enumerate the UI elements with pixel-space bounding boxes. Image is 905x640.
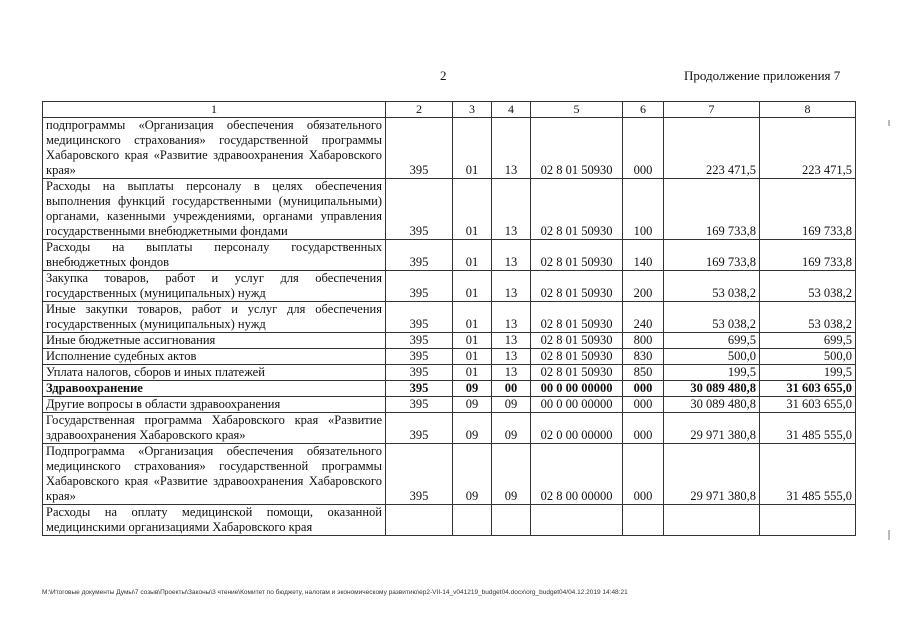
cell-admin-code: 395 <box>386 118 453 179</box>
cell-target-article: 02 8 00 00000 <box>531 444 623 505</box>
cell-amount-2021: 31 603 655,0 <box>760 381 856 397</box>
cell-subsection: 09 <box>492 413 531 444</box>
cell-section: 01 <box>453 271 492 302</box>
cell-expense-type: 100 <box>623 179 664 240</box>
cell-subsection: 13 <box>492 333 531 349</box>
cell-target-article: 02 8 01 50930 <box>531 240 623 271</box>
cell-admin-code: 395 <box>386 179 453 240</box>
cell-amount-2020: 223 471,5 <box>664 118 760 179</box>
cell-amount-2020: 30 089 480,8 <box>664 397 760 413</box>
document-file-path: M:\Итоговые документы Думы\7 созыв\Проекты\Законы\3 чтение\Комитет по бюджету, налогам и экономическому развитию\ep2-VII-14_v041219_budget04.docx\org_budget04/04.12.2019 14:48:21 <box>42 589 628 596</box>
cell-item-name: Расходы на оплату медицинской помощи, оказанной медицинскими организациями Хабаровского края <box>43 505 386 536</box>
table-row <box>43 365 856 381</box>
cell-item-name: Уплата налогов, сборов и иных платежей <box>43 365 386 381</box>
cell-section: 09 <box>453 381 492 397</box>
cell-subsection: 13 <box>492 179 531 240</box>
cell-amount-2021: 31 485 555,0 <box>760 444 856 505</box>
appendix-continuation-note: Продолжение приложения 7 <box>684 68 841 83</box>
cell-subsection: 13 <box>492 349 531 365</box>
cell-section: 01 <box>453 333 492 349</box>
cell-item-name: Подпрограмма «Организация обеспечения обязательного медицинского страхования» государственной программы Хабаровского края «Развитие здравоохранения Хабаровского края» <box>43 444 386 505</box>
cell-target-article: 02 8 01 50930 <box>531 349 623 365</box>
cell-amount-2021: 31 485 555,0 <box>760 413 856 444</box>
cell-amount-2020: 53 038,2 <box>664 271 760 302</box>
cell-subsection: 09 <box>492 444 531 505</box>
header-cell-8: 8 <box>760 102 856 118</box>
cell-target-article: 02 8 01 50930 <box>531 365 623 381</box>
cell-item-name: Закупка товаров, работ и услуг для обеспечения государственных (муниципальных) нужд <box>43 271 386 302</box>
table-row <box>43 302 856 333</box>
cell-target-article: 00 0 00 00000 <box>531 397 623 413</box>
cell-expense-type: 240 <box>623 302 664 333</box>
cell-target-article: 02 8 01 50930 <box>531 333 623 349</box>
cell-section: 01 <box>453 365 492 381</box>
cell-amount-2021: 53 038,2 <box>760 271 856 302</box>
cell-admin-code: 395 <box>386 397 453 413</box>
cell-target-article <box>531 505 623 536</box>
header-cell-1: 1 <box>43 102 386 118</box>
page-number: 2 <box>440 68 447 83</box>
cell-item-name: Исполнение судебных актов <box>43 349 386 365</box>
cell-subsection: 09 <box>492 397 531 413</box>
cell-section: 01 <box>453 118 492 179</box>
cell-amount-2021: 699,5 <box>760 333 856 349</box>
cell-amount-2020: 30 089 480,8 <box>664 381 760 397</box>
cell-expense-type: 830 <box>623 349 664 365</box>
cell-amount-2021 <box>760 505 856 536</box>
cell-subsection: 13 <box>492 240 531 271</box>
cell-expense-type: 200 <box>623 271 664 302</box>
table-row <box>43 397 856 413</box>
cell-expense-type: 000 <box>623 444 664 505</box>
cell-section: 09 <box>453 397 492 413</box>
cell-section: 09 <box>453 413 492 444</box>
table-row <box>43 505 856 536</box>
table-row <box>43 179 856 240</box>
cell-subsection: 13 <box>492 271 531 302</box>
cell-admin-code: 395 <box>386 444 453 505</box>
cell-amount-2020: 169 733,8 <box>664 179 760 240</box>
cell-amount-2020: 500,0 <box>664 349 760 365</box>
cell-admin-code: 395 <box>386 349 453 365</box>
cell-target-article: 02 8 01 50930 <box>531 302 623 333</box>
cell-amount-2020: 699,5 <box>664 333 760 349</box>
table-row <box>43 444 856 505</box>
table-row <box>43 381 856 397</box>
cell-admin-code: 395 <box>386 381 453 397</box>
table-row <box>43 271 856 302</box>
cell-amount-2021: 199,5 <box>760 365 856 381</box>
cell-item-name: Другие вопросы в области здравоохранения <box>43 397 386 413</box>
cell-target-article: 02 8 01 50930 <box>531 118 623 179</box>
header-cell-6: 6 <box>623 102 664 118</box>
cell-amount-2020: 53 038,2 <box>664 302 760 333</box>
cell-subsection <box>492 505 531 536</box>
cell-amount-2020 <box>664 505 760 536</box>
cell-amount-2020: 29 971 380,8 <box>664 413 760 444</box>
table-header-row <box>43 102 856 118</box>
cell-item-name: Иные закупки товаров, работ и услуг для обеспечения государственных (муниципальных) нужд <box>43 302 386 333</box>
cell-expense-type: 000 <box>623 397 664 413</box>
table-row <box>43 240 856 271</box>
cell-section: 09 <box>453 444 492 505</box>
cell-subsection: 13 <box>492 118 531 179</box>
cell-amount-2021: 223 471,5 <box>760 118 856 179</box>
cell-section: 01 <box>453 349 492 365</box>
cell-amount-2021: 31 603 655,0 <box>760 397 856 413</box>
cell-subsection: 13 <box>492 365 531 381</box>
cell-item-name: Здравоохранение <box>43 381 386 397</box>
cell-subsection: 13 <box>492 302 531 333</box>
cell-expense-type: 140 <box>623 240 664 271</box>
cell-expense-type: 850 <box>623 365 664 381</box>
cell-target-article: 00 0 00 00000 <box>531 381 623 397</box>
cell-amount-2021: 500,0 <box>760 349 856 365</box>
binding-edge-mark <box>886 120 892 540</box>
cell-item-name: Иные бюджетные ассигнования <box>43 333 386 349</box>
cell-section: 01 <box>453 179 492 240</box>
cell-admin-code: 395 <box>386 302 453 333</box>
header-cell-7: 7 <box>664 102 760 118</box>
cell-expense-type: 800 <box>623 333 664 349</box>
table-row <box>43 118 856 179</box>
cell-target-article: 02 8 01 50930 <box>531 271 623 302</box>
cell-admin-code: 395 <box>386 271 453 302</box>
header-cell-5: 5 <box>531 102 623 118</box>
cell-target-article: 02 0 00 00000 <box>531 413 623 444</box>
header-cell-2: 2 <box>386 102 453 118</box>
cell-item-name: подпрограммы «Организация обеспечения обязательного медицинского страхования» государственной программы Хабаровского края «Развитие здравоохранения Хабаровского края» <box>43 118 386 179</box>
cell-admin-code: 395 <box>386 365 453 381</box>
cell-section <box>453 505 492 536</box>
cell-item-name: Расходы на выплаты персоналу государственных внебюджетных фондов <box>43 240 386 271</box>
cell-amount-2020: 169 733,8 <box>664 240 760 271</box>
table-row <box>43 333 856 349</box>
cell-section: 01 <box>453 240 492 271</box>
table-row <box>43 413 856 444</box>
cell-section: 01 <box>453 302 492 333</box>
header-cell-3: 3 <box>453 102 492 118</box>
cell-expense-type: 000 <box>623 381 664 397</box>
cell-amount-2021: 169 733,8 <box>760 240 856 271</box>
cell-amount-2020: 199,5 <box>664 365 760 381</box>
cell-expense-type: 000 <box>623 413 664 444</box>
cell-expense-type <box>623 505 664 536</box>
cell-target-article: 02 8 01 50930 <box>531 179 623 240</box>
cell-item-name: Государственная программа Хабаровского края «Развитие здравоохранения Хабаровского края» <box>43 413 386 444</box>
cell-admin-code <box>386 505 453 536</box>
cell-admin-code: 395 <box>386 240 453 271</box>
cell-amount-2021: 53 038,2 <box>760 302 856 333</box>
budget-table <box>42 101 856 536</box>
table-row <box>43 349 856 365</box>
cell-amount-2020: 29 971 380,8 <box>664 444 760 505</box>
cell-expense-type: 000 <box>623 118 664 179</box>
cell-admin-code: 395 <box>386 413 453 444</box>
cell-item-name: Расходы на выплаты персоналу в целях обеспечения выполнения функций государственными (муниципальными) органами, казенными учреждениями, органами управления государственными внебюджетными фондами <box>43 179 386 240</box>
cell-amount-2021: 169 733,8 <box>760 179 856 240</box>
cell-subsection: 00 <box>492 381 531 397</box>
header-cell-4: 4 <box>492 102 531 118</box>
cell-admin-code: 395 <box>386 333 453 349</box>
